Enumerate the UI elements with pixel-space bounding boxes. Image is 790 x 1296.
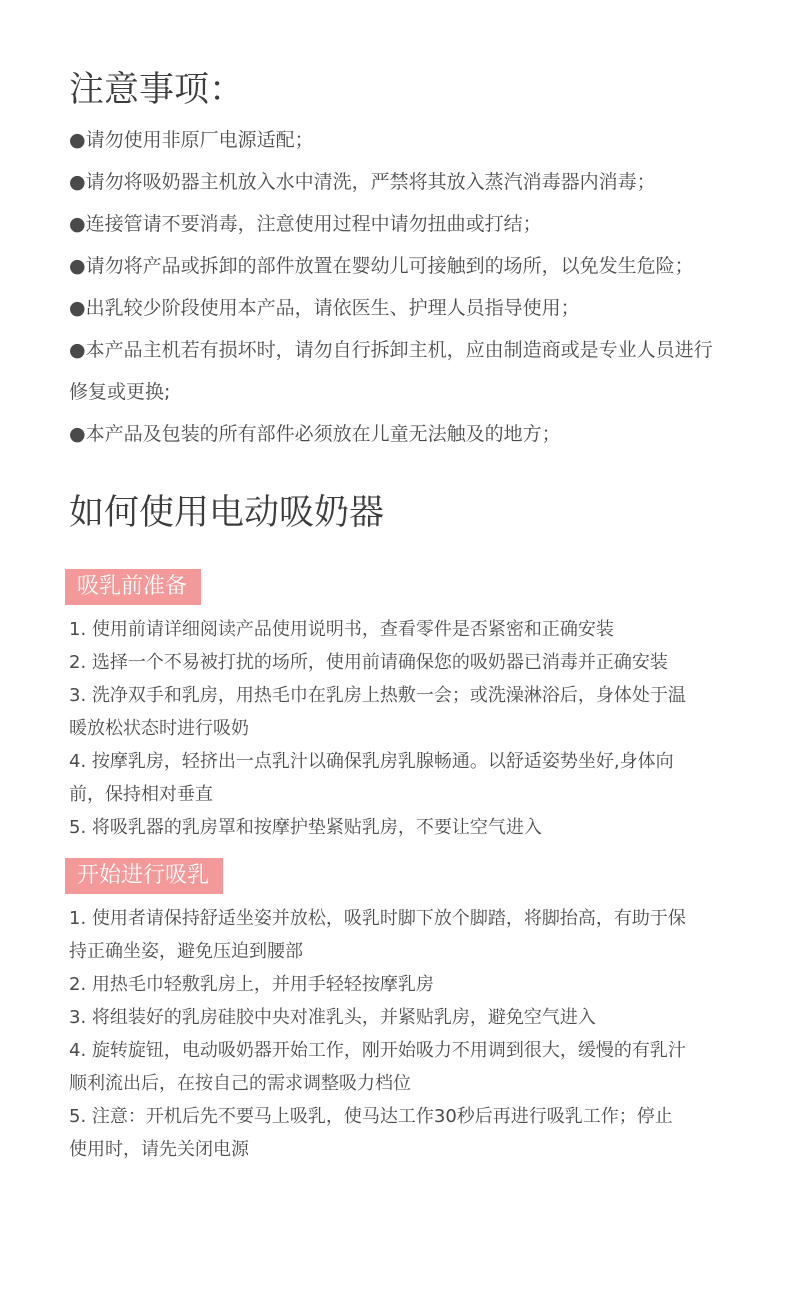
- prep-section-tag: 吸乳前准备: [65, 569, 201, 605]
- start-step: 4. 旋转旋钮，电动吸奶器开始工作，刚开始吸力不用调到很大，缓慢的有乳汁顺利流出后，在按自己的需求调整吸力档位: [69, 1040, 686, 1094]
- prep-step: 3. 洗净双手和乳房，用热毛巾在乳房上热敷一会；或洗澡淋浴后，身体处于温暖放松状态时进行吸奶: [69, 685, 686, 739]
- prep-step: 1. 使用前请详细阅读产品使用说明书，查看零件是否紧密和正确安装: [69, 619, 614, 640]
- content: [69, 68, 759, 1166]
- notice-list: [69, 119, 759, 455]
- start-step: 5. 注意：开机后先不要马上吸乳，使马达工作30秒后再进行吸乳工作；停止使用时，请先关闭电源: [69, 1106, 673, 1160]
- start-step: 3. 将组装好的乳房硅胶中央对准乳头，并紧贴乳房，避免空气进入: [69, 1007, 596, 1028]
- start-steps: [69, 902, 759, 1166]
- notice-item: ●连接管请不要消毒，注意使用过程中请勿扭曲或打结；: [69, 213, 542, 235]
- start-step: 1. 使用者请保持舒适坐姿并放松，吸乳时脚下放个脚踏，将脚抬高，有助于保持正确坐姿，避免压迫到腰部: [69, 908, 686, 962]
- start-step: 2. 用热毛巾轻敷乳房上，并用手轻轻按摩乳房: [69, 974, 434, 995]
- prep-step: 4. 按摩乳房，轻挤出一点乳汁以确保乳房乳腺畅通。以舒适姿势坐好,身体向前，保持相对垂直: [69, 751, 674, 805]
- notice-title: 注意事项：: [69, 70, 245, 110]
- notice-item: ●出乳较少阶段使用本产品，请依医生、护理人员指导使用；: [69, 297, 580, 319]
- prep-steps: [69, 613, 759, 844]
- start-section-tag: 开始进行吸乳: [65, 858, 223, 894]
- notice-item: ●本产品主机若有损坏时，请勿自行拆卸主机，应由制造商或是专业人员进行修复或更换;: [69, 339, 713, 403]
- notice-item: ●本产品及包装的所有部件必须放在儿童无法触及的地方；: [69, 423, 561, 445]
- notice-item: ●请勿使用非原厂电源适配；: [69, 129, 314, 151]
- notice-item: ●请勿将产品或拆卸的部件放置在婴幼儿可接触到的场所，以免发生危险；: [69, 255, 694, 277]
- prep-step: 2. 选择一个不易被打扰的场所，使用前请确保您的吸奶器已消毒并正确安装: [69, 652, 668, 673]
- prep-step: 5. 将吸乳器的乳房罩和按摩护垫紧贴乳房，不要让空气进入: [69, 817, 542, 838]
- howto-title: 如何使用电动吸奶器: [69, 493, 385, 533]
- notice-item: ●请勿将吸奶器主机放入水中清洗，严禁将其放入蒸汽消毒器内消毒；: [69, 171, 656, 193]
